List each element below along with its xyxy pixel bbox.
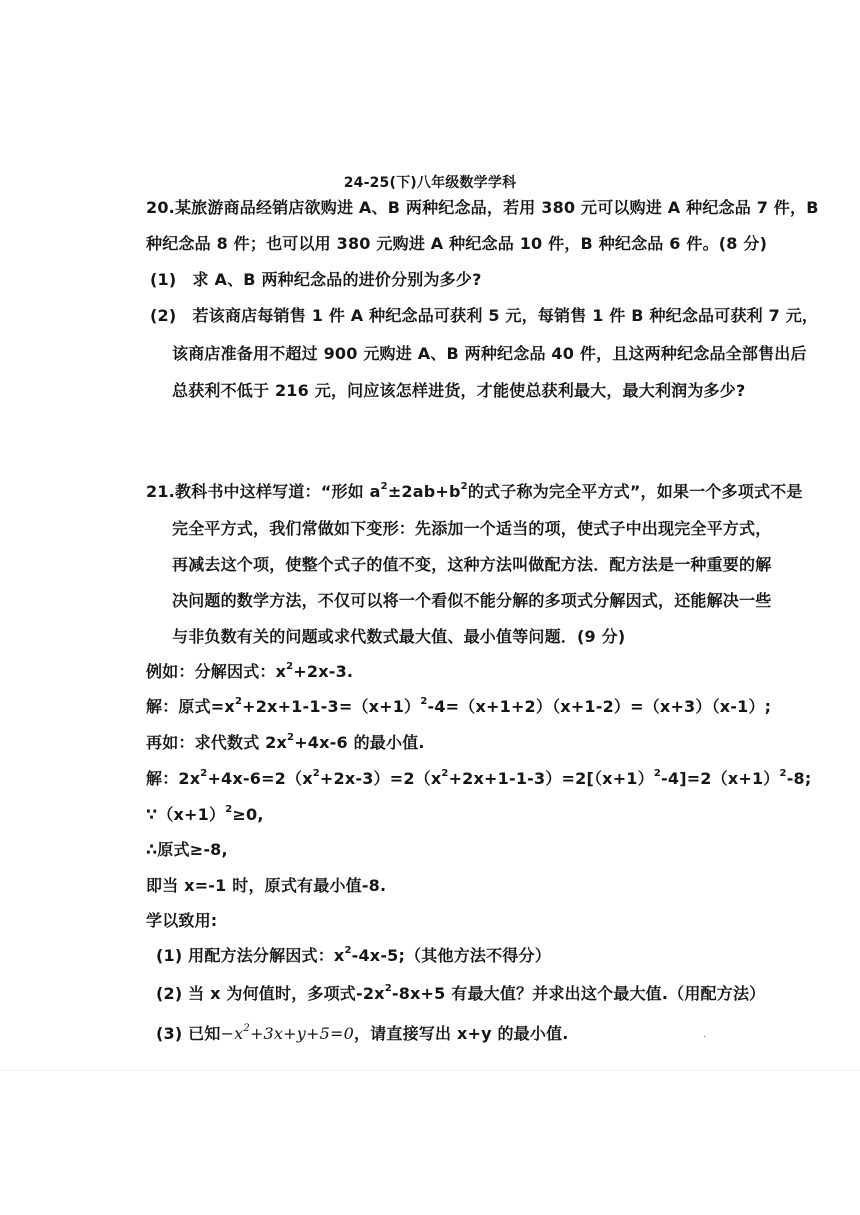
q21-part-3-text-end: ，请直接写出 x+y 的最小值.	[353, 1024, 569, 1043]
because-line	[146, 805, 264, 825]
superscript: 2	[287, 731, 295, 743]
q20-part-2-line-1: (2) 若该商店每销售 1 件 A 种纪念品可获利 5 元，每销售 1 件 B 种纪念品可获利 7 元，	[150, 306, 819, 325]
superscript: 2	[312, 767, 320, 779]
solution-2	[146, 769, 811, 789]
q21-part-3-text: (3) 已知	[156, 1024, 221, 1043]
q21-line-2: 完全平方式，我们常做如下变形：先添加一个适当的项，使式子中出现完全平方式，	[172, 519, 772, 538]
q21-line-5: 与非负数有关的问题或求代数式最大值、最小值等问题．(9 分)	[172, 627, 626, 646]
example-1	[146, 662, 353, 682]
solution-1	[146, 697, 771, 717]
example-1-text: 例如：分解因式：x	[146, 662, 287, 681]
superscript: 2	[384, 982, 392, 994]
superscript: 2	[441, 767, 449, 779]
q21-part-2	[156, 984, 765, 1004]
example-2-text-end: +4x-6 的最小值.	[294, 733, 425, 752]
solution-2-part: -4]=2（x+1）	[661, 769, 780, 788]
equation-part: +3x+y+5=0	[249, 1024, 354, 1043]
q21-part-2-text-end: -8x+5 有最大值？并求出这个最大值.（用配方法）	[391, 984, 766, 1003]
conclusion-line: 即当 x=-1 时，原式有最小值-8.	[146, 876, 387, 895]
page-divider	[0, 1070, 860, 1071]
superscript: 2	[460, 480, 468, 492]
superscript: 2	[200, 767, 208, 779]
superscript: 2	[380, 480, 388, 492]
solution-2-part: +2x-3）=2（x	[319, 769, 442, 788]
example-2-text: 再如：求代数式 2x	[146, 733, 288, 752]
equation	[221, 1024, 354, 1043]
q20-part-2-line-3: 总获利不低于 216 元，问应该怎样进货，才能使总获利最大，最大利润为多少?	[172, 381, 746, 400]
example-2	[146, 733, 425, 753]
superscript: 2	[344, 944, 352, 956]
q21-line-1-prefix: 21.教科书中这样写道：“形如 a	[146, 482, 381, 501]
q20-part-2-line-2: 该商店准备用不超过 900 元购进 A、B 两种纪念品 40 件，且这两种纪念品全部售出后	[172, 344, 807, 363]
solution-1-part: -4=（x+1+2）（x+1-2）=（x+3）（x-1）;	[427, 697, 772, 716]
q21-line-1-mid: ±2ab+b	[387, 482, 461, 501]
superscript: 2	[243, 1022, 250, 1034]
therefore-line: ∴原式≥-8,	[146, 840, 228, 859]
page-header: 24-25(下)八年级数学学科	[343, 175, 517, 191]
superscript: 2	[234, 695, 243, 707]
solution-2-part: 解：2x	[146, 769, 201, 788]
q20-part-1: (1) 求 A、B 两种纪念品的进价分别为多少?	[150, 270, 482, 289]
q21-part-1-text-end: -4x-5;（其他方法不得分）	[351, 946, 551, 965]
q21-line-1	[146, 482, 803, 502]
q21-part-2-text: (2) 当 x 为何值时，多项式-2x	[156, 984, 385, 1003]
solution-2-part: +4x-6=2（x	[207, 769, 313, 788]
q20-line-1: 20.某旅游商品经销店欲购进 A、B 两种纪念品，若用 380 元可以购进 A 种纪念品 7 件，B	[146, 198, 819, 217]
scan-mark: ·	[703, 1032, 707, 1043]
q21-line-4: 决问题的数学方法，不仅可以将一个看似不能分解的多项式分解因式，还能解决一些	[172, 591, 772, 610]
superscript: 2	[420, 695, 428, 707]
q21-part-3	[156, 1024, 569, 1044]
equation-part: −x	[220, 1024, 244, 1043]
because-text: ∵（x+1）	[146, 805, 226, 824]
example-1-text-end: +2x-3.	[293, 662, 354, 681]
q21-part-1-text: (1) 用配方法分解因式：x	[156, 946, 345, 965]
superscript: 2	[286, 660, 294, 672]
q21-part-1	[156, 946, 551, 966]
solution-1-part: +2x+1-1-3=（x+1）	[242, 697, 421, 716]
q21-line-3: 再减去这个项，使整个式子的值不变，这种方法叫做配方法．配方法是一种重要的解	[172, 555, 772, 574]
solution-2-part: +2x+1-1-3）=2[（x+1）	[448, 769, 654, 788]
q21-line-1-suffix: 的式子称为完全平方式”，如果一个多项式不是	[467, 482, 803, 501]
because-text-end: ≥0,	[232, 805, 264, 824]
solution-1-part: 解：原式=x	[146, 697, 235, 716]
superscript: 2	[653, 767, 662, 779]
apply-title: 学以致用:	[146, 911, 218, 930]
superscript: 2	[225, 803, 233, 815]
solution-2-part: -8;	[786, 769, 812, 788]
q20-line-2: 种纪念品 8 件；也可以用 380 元购进 A 种纪念品 10 件，B 种纪念品 6 件。(8 分)	[146, 234, 768, 253]
superscript: 2	[779, 767, 787, 779]
